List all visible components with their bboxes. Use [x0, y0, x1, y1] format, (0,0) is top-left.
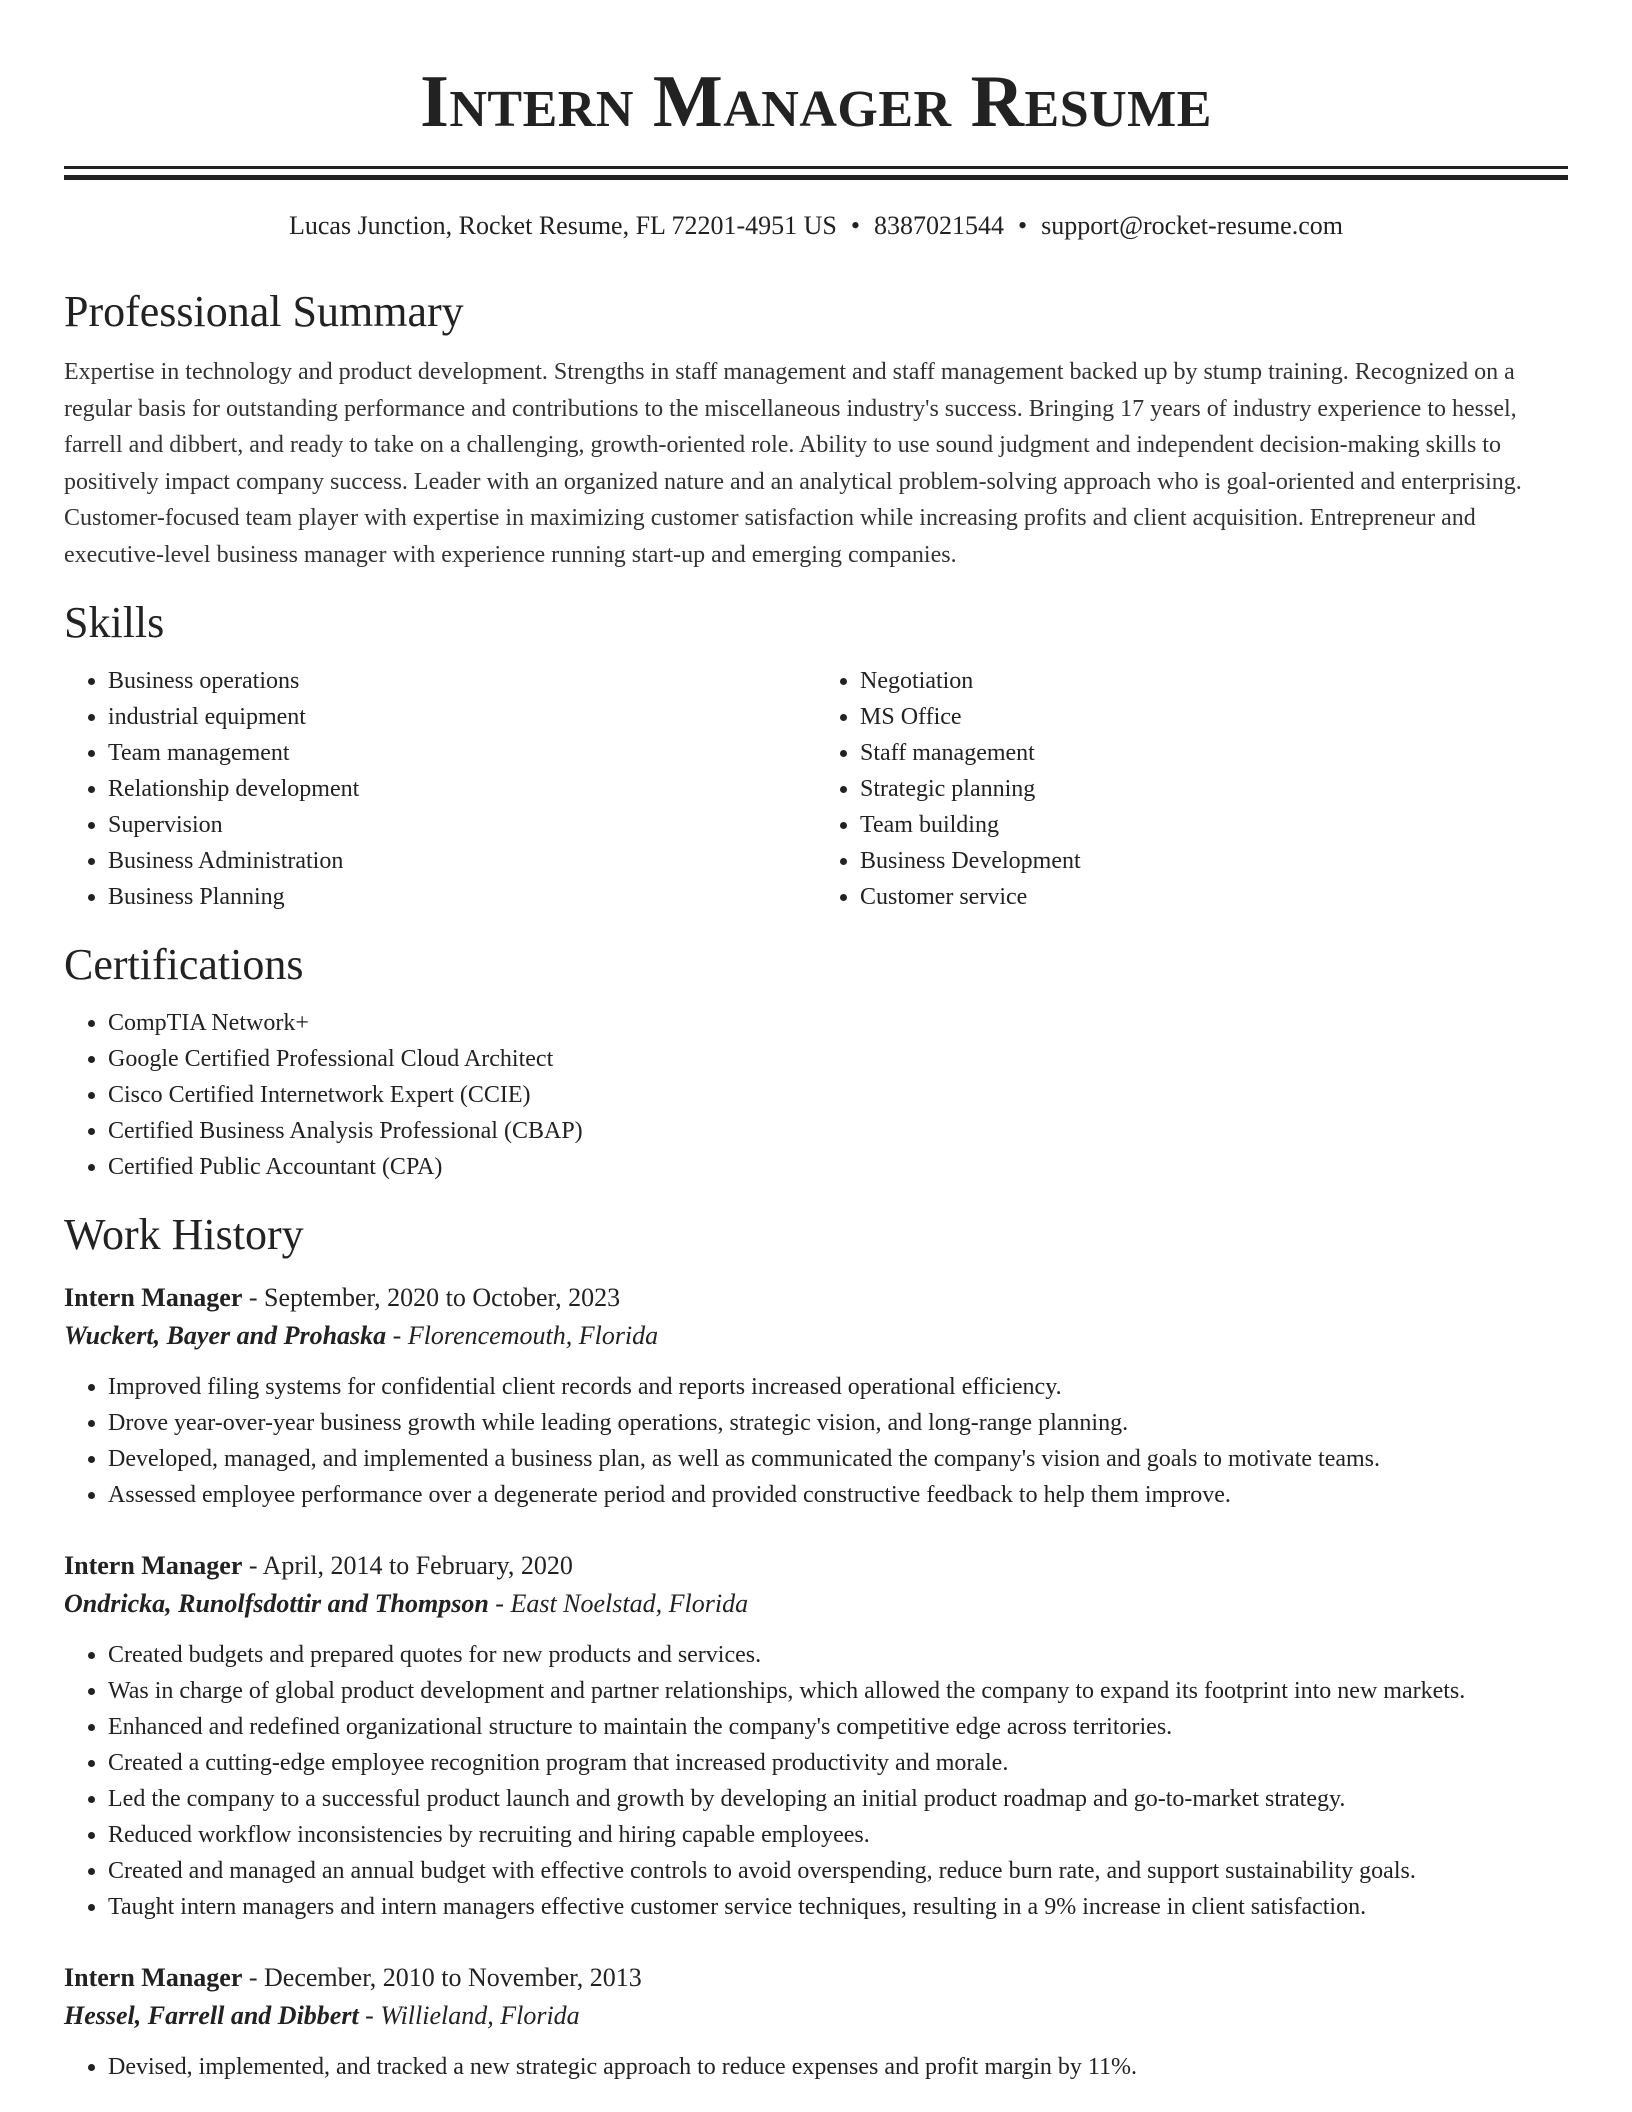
- title-divider-thin: [64, 166, 1568, 169]
- skill-item: • Supervision: [108, 807, 816, 843]
- job-title: Intern Manager: [64, 1551, 243, 1580]
- skills-heading: Skills: [64, 598, 165, 647]
- skill-item: • Business Planning: [108, 879, 816, 915]
- job-dates: April, 2014 to February, 2020: [262, 1551, 573, 1580]
- job-entry: [64, 1547, 1568, 1925]
- job-bullet: • Created and managed an annual budget with effective controls to avoid overspending, reduce burn rate, and support sustainability goals.: [108, 1853, 1568, 1889]
- job-bullet: • Improved filing systems for confidential client records and reports increased operational efficiency.: [108, 1369, 1568, 1405]
- job-title: Intern Manager: [64, 1283, 243, 1312]
- resume-title: Intern Manager Resume: [420, 61, 1212, 143]
- skill-item: • Team management: [108, 735, 816, 771]
- job-title: Intern Manager: [64, 1963, 243, 1992]
- work-history-section: [64, 1207, 1568, 2085]
- resume-page: [64, 0, 1568, 2085]
- summary-text: Expertise in technology and product development. Strengths in staff management and staff management backed up by stump training. Recognized on a regular basis for outstanding performance and contributions to the miscellaneous industry's success. Bringing 17 years of industry experience to hessel, farrell and dibbert, and ready to take on a challenging, growth-oriented role. Ability to use sound judgment and independent decision-making skills to positively impact company success. Leader with an organized nature and an analytical problem-solving approach who is goal-oriented and enterprising. Customer-focused team player with expertise in maximizing customer satisfaction while increasing profits and client acquisition. Entrepreneur and executive-level business manager with experience running start-up and emerging companies.: [64, 359, 1522, 568]
- skill-item: • Business operations: [108, 663, 816, 699]
- job-bullet: • Reduced workflow inconsistencies by recruiting and hiring capable employees.: [108, 1817, 1568, 1853]
- company-line: Ondricka, Runolfsdottir and Thompson - East Noelstad, Florida: [64, 1589, 749, 1618]
- skill-item: • Business Development: [860, 843, 1568, 879]
- job-bullet: • Developed, managed, and implemented a business plan, as well as communicated the company's vision and goals to motivate teams.: [108, 1441, 1568, 1477]
- job-bullet: • Drove year-over-year business growth while leading operations, strategic vision, and long-range planning.: [108, 1405, 1568, 1441]
- company-location: Willieland, Florida: [380, 2001, 580, 2030]
- job-bullets: [64, 1637, 1568, 1925]
- skill-item: • MS Office: [860, 699, 1568, 735]
- skills-list-left: [64, 663, 816, 915]
- company-line: Wuckert, Bayer and Prohaska - Florencemouth, Florida: [64, 1321, 659, 1350]
- company-location: Florencemouth, Florida: [407, 1321, 659, 1350]
- job-bullet: • Devised, implemented, and tracked a new strategic approach to reduce expenses and profit margin by 11%.: [108, 2049, 1568, 2085]
- skill-item: • industrial equipment: [108, 699, 816, 735]
- certifications-list: [64, 1005, 1568, 1185]
- certification-item: • Google Certified Professional Cloud Architect: [108, 1041, 1568, 1077]
- company-line: Hessel, Farrell and Dibbert - Willieland, Florida: [64, 2001, 580, 2030]
- job-bullets: [64, 1369, 1568, 1513]
- job-dates: December, 2010 to November, 2013: [264, 1963, 642, 1992]
- work-history-heading: Work History: [64, 1210, 304, 1259]
- skills-grid: [64, 663, 1568, 915]
- skill-item: • Team building: [860, 807, 1568, 843]
- skill-item: • Staff management: [860, 735, 1568, 771]
- skill-item: • Customer service: [860, 879, 1568, 915]
- skill-item: • Business Administration: [108, 843, 816, 879]
- summary-section: [64, 284, 1568, 573]
- job-bullet: • Assessed employee performance over a degenerate period and provided constructive feedback to help them improve.: [108, 1477, 1568, 1513]
- job-dates: September, 2020 to October, 2023: [264, 1283, 621, 1312]
- job-bullet: • Taught intern managers and intern managers effective customer service techniques, resulting in a 9% increase in client satisfaction.: [108, 1889, 1568, 1925]
- company-name: Ondricka, Runolfsdottir and Thompson: [64, 1589, 489, 1618]
- contact-separator: •: [1017, 211, 1028, 240]
- summary-heading: Professional Summary: [64, 287, 464, 336]
- job-bullet: • Created budgets and prepared quotes for new products and services.: [108, 1637, 1568, 1673]
- skill-item: • Strategic planning: [860, 771, 1568, 807]
- job-title-line: Intern Manager - December, 2010 to November, 2013: [64, 1963, 642, 1992]
- company-name: Wuckert, Bayer and Prohaska: [64, 1321, 387, 1350]
- contact-email: support@rocket-resume.com: [1041, 211, 1343, 240]
- company-name: Hessel, Farrell and Dibbert: [64, 2001, 359, 2030]
- skills-section: [64, 595, 1568, 915]
- company-location: East Noelstad, Florida: [510, 1589, 749, 1618]
- contact-phone: 8387021544: [873, 211, 1004, 240]
- title-divider-thick: [64, 175, 1568, 180]
- job-bullet: • Enhanced and redefined organizational structure to maintain the company's competitive edge across territories.: [108, 1709, 1568, 1745]
- certifications-section: [64, 937, 1568, 1185]
- certification-item: • Certified Public Accountant (CPA): [108, 1149, 1568, 1185]
- contact-separator: •: [850, 211, 860, 240]
- job-entry: [64, 1279, 1568, 1513]
- certifications-heading: Certifications: [64, 940, 304, 989]
- job-bullet: • Led the company to a successful product launch and growth by developing an initial product roadmap and go-to-market strategy.: [108, 1781, 1568, 1817]
- skill-item: • Negotiation: [860, 663, 1568, 699]
- job-bullet: • Was in charge of global product development and partner relationships, which allowed the company to expand its footprint into new markets.: [108, 1673, 1568, 1709]
- job-bullets: [64, 2049, 1568, 2085]
- certification-item: • CompTIA Network+: [108, 1005, 1568, 1041]
- job-bullet: • Created a cutting-edge employee recognition program that increased productivity and morale.: [108, 1745, 1568, 1781]
- certification-item: • Certified Business Analysis Professional (CBAP): [108, 1113, 1568, 1149]
- job-entry: [64, 1959, 1568, 2085]
- certification-item: • Cisco Certified Internetwork Expert (CCIE): [108, 1077, 1568, 1113]
- job-title-line: Intern Manager - April, 2014 to February, 2020: [64, 1551, 573, 1580]
- job-title-line: Intern Manager - September, 2020 to October, 2023: [64, 1283, 621, 1312]
- contact-line: [64, 208, 1568, 244]
- skill-item: • Relationship development: [108, 771, 816, 807]
- skills-list-right: [816, 663, 1568, 915]
- contact-address: Lucas Junction, Rocket Resume, FL 72201-4951 US: [288, 211, 837, 240]
